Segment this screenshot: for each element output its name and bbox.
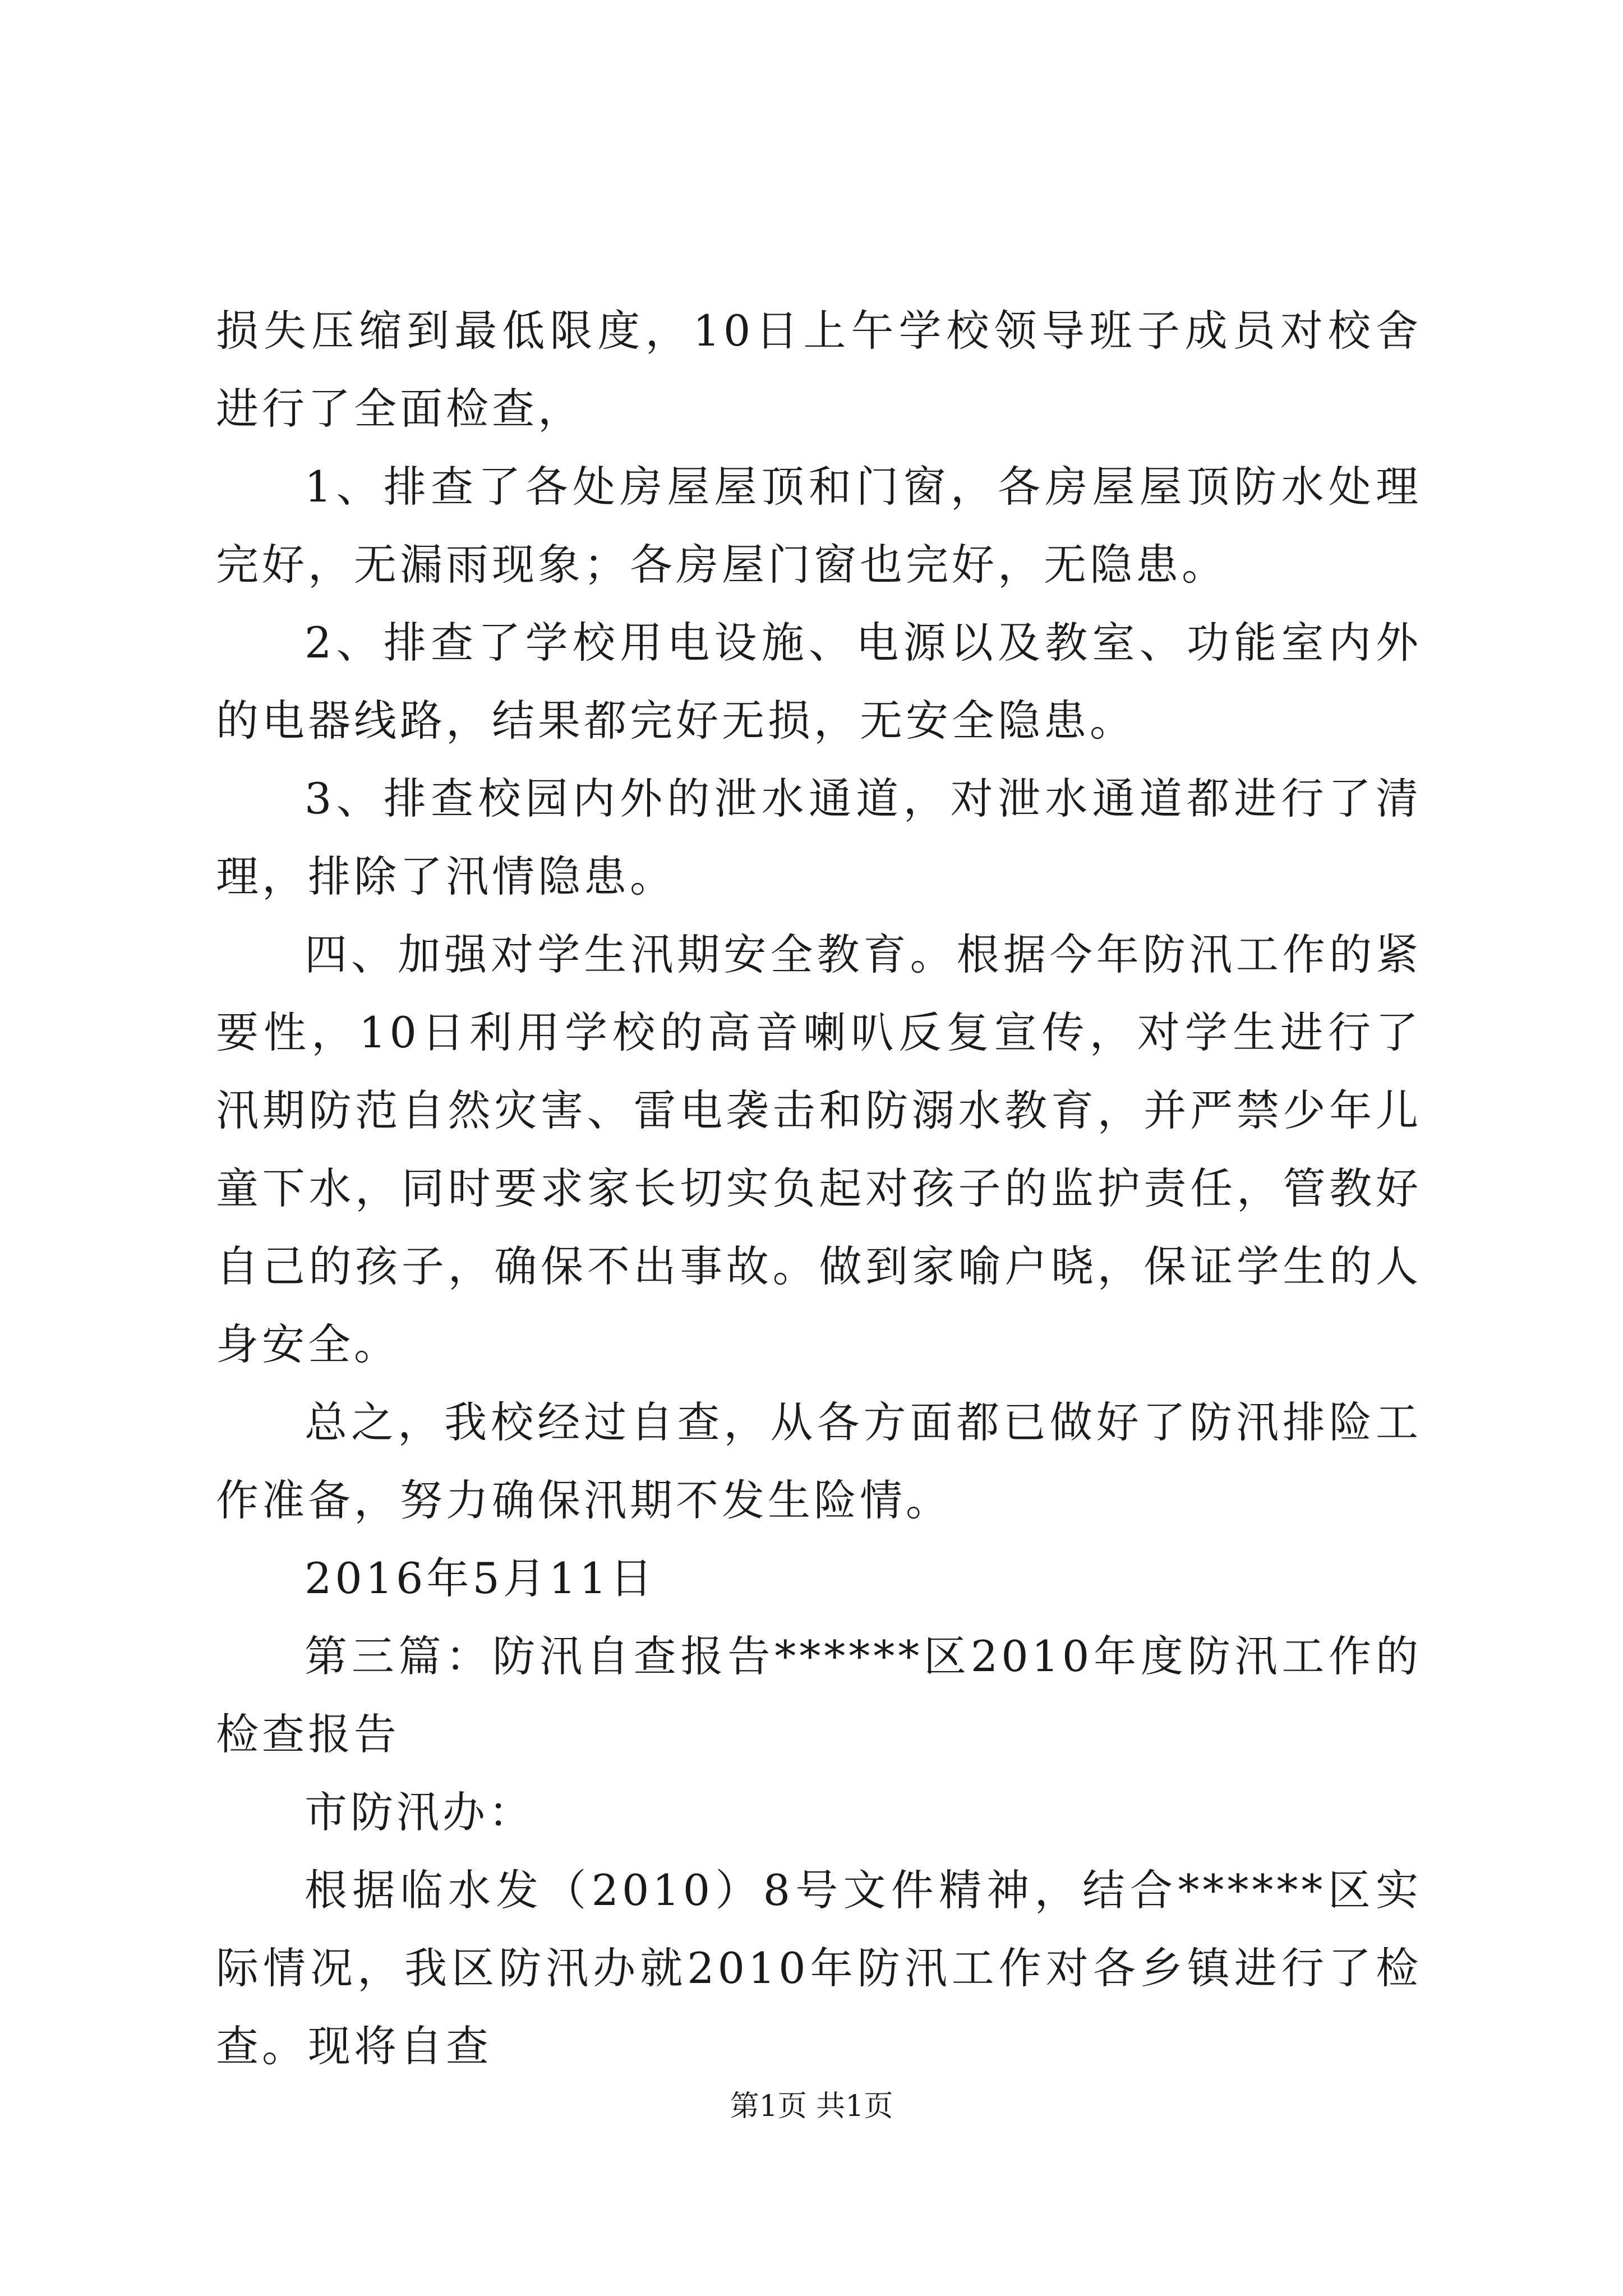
paragraph-4: 3、排查校园内外的泄水通道，对泄水通道都进行了清理，排除了汛情隐患。	[216, 774, 1422, 901]
paragraph-10: 根据临水发（2010）8号文件精神，结合******区实际情况，我区防汛办就2010年防汛工作对各乡镇进行了检查。现将自查	[216, 1865, 1422, 2071]
section-heading: 第三篇：防汛自查报告******区2010年度防汛工作的检查报告	[216, 1631, 1422, 1759]
date-line: 2016年5月11日	[305, 1553, 656, 1603]
document-body	[216, 292, 1422, 2085]
paragraph-1: 损失压缩到最低限度，10日上午学校领导班子成员对校舍进行了全面检查，	[216, 306, 1422, 434]
page-number-footer: 第1页 共1页	[730, 2090, 893, 2123]
paragraph-3: 2、排查了学校用电设施、电源以及教室、功能室内外的电器线路，结果都完好无损，无安全隐患。	[216, 618, 1422, 746]
paragraph-5: 四、加强对学生汛期安全教育。根据今年防汛工作的紧要性，10日利用学校的高音喇叭反复宣传，对学生进行了汛期防范自然灾害、雷电袭击和防溺水教育，并严禁少年儿童下水，同时要求家长切实负起对孩子的监护责任，管教好自己的孩子，确保不出事故。做到家喻户晓，保证学生的人身安全。	[216, 930, 1422, 1369]
paragraph-2: 1、排查了各处房屋屋顶和门窗，各房屋屋顶防水处理完好，无漏雨现象；各房屋门窗也完好，无隐患。	[216, 462, 1422, 590]
paragraph-6: 总之，我校经过自查，从各方面都已做好了防汛排险工作准备，努力确保汛期不发生险情。	[216, 1397, 1422, 1525]
salutation: 市防汛办：	[305, 1787, 534, 1837]
